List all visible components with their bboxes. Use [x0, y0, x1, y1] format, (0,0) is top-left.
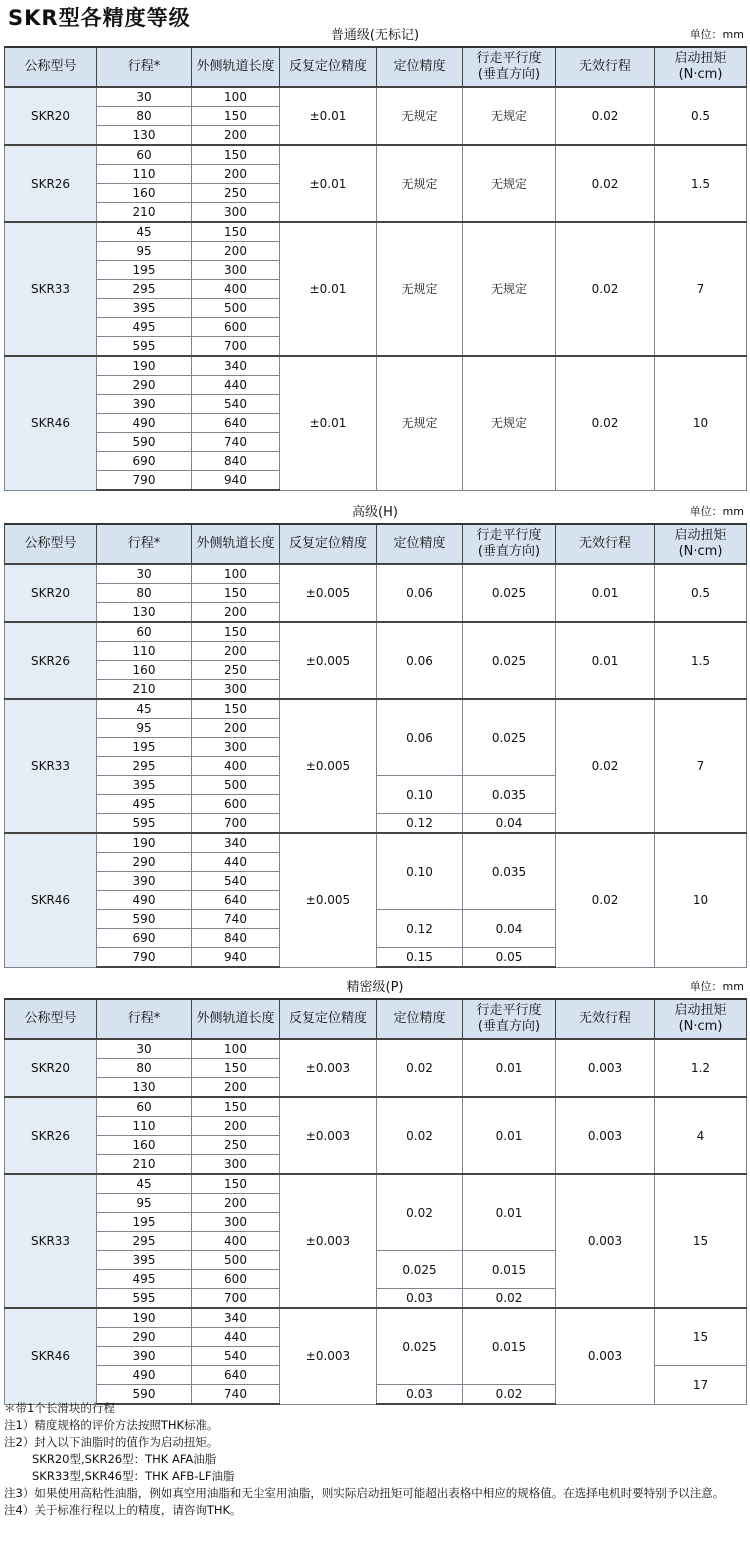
rail-length-cell: 200	[192, 1078, 280, 1098]
stroke-cell: 60	[97, 145, 192, 165]
hdr-stroke: 行程*	[97, 999, 192, 1039]
positioning-accuracy-cell: 无规定	[377, 145, 463, 222]
rail-length-cell: 700	[192, 337, 280, 357]
rail-length-cell: 100	[192, 1039, 280, 1059]
stroke-cell: 190	[97, 833, 192, 853]
parallelism-cell: 0.015	[463, 1251, 556, 1289]
table-row	[5, 1097, 747, 1117]
rail-length-cell: 200	[192, 165, 280, 184]
rail-length-cell: 600	[192, 318, 280, 337]
model-cell: SKR20	[5, 564, 97, 622]
repeat-accuracy-cell: ±0.01	[280, 145, 377, 222]
unit-label: 单位：mm	[689, 28, 744, 41]
stroke-cell: 45	[97, 1174, 192, 1194]
rail-length-cell: 300	[192, 680, 280, 700]
starting-torque-cell: 10	[655, 833, 747, 967]
stroke-cell: 595	[97, 337, 192, 357]
parallelism-cell: 0.035	[463, 776, 556, 814]
stroke-cell: 595	[97, 814, 192, 834]
model-cell: SKR46	[5, 356, 97, 490]
starting-torque-cell: 7	[655, 699, 747, 833]
positioning-accuracy-cell: 无规定	[377, 222, 463, 356]
rail-length-cell: 200	[192, 642, 280, 661]
positioning-accuracy-cell: 0.025	[377, 1251, 463, 1289]
rail-length-cell: 150	[192, 145, 280, 165]
positioning-accuracy-cell: 0.06	[377, 564, 463, 622]
rail-length-cell: 150	[192, 1174, 280, 1194]
lost-motion-cell: 0.01	[556, 622, 655, 699]
rail-length-cell: 400	[192, 1232, 280, 1251]
stroke-cell: 290	[97, 1328, 192, 1347]
notes	[4, 1400, 746, 1519]
positioning-accuracy-cell: 0.12	[377, 910, 463, 948]
rail-length-cell: 340	[192, 1308, 280, 1328]
rail-length-cell: 540	[192, 1347, 280, 1366]
stroke-cell: 110	[97, 1117, 192, 1136]
hdr-model: 公称型号	[5, 524, 97, 564]
positioning-accuracy-cell: 无规定	[377, 356, 463, 490]
table-row	[5, 1039, 747, 1059]
stroke-cell: 290	[97, 376, 192, 395]
hdr-repeat-accuracy: 反复定位精度	[280, 47, 377, 87]
hdr-rail-length: 外侧轨道长度	[192, 47, 280, 87]
section-title: 高级(H)	[352, 505, 398, 520]
parallelism-cell: 无规定	[463, 356, 556, 490]
section-title: 普通级(无标记)	[330, 28, 420, 43]
lost-motion-cell: 0.003	[556, 1308, 655, 1404]
parallelism-cell: 0.01	[463, 1174, 556, 1251]
rail-length-cell: 340	[192, 356, 280, 376]
parallelism-cell: 0.02	[463, 1289, 556, 1309]
hdr-starting-torque: 启动扭矩 (N·cm)	[655, 999, 747, 1039]
hdr-model: 公称型号	[5, 47, 97, 87]
hdr-rail-length: 外侧轨道长度	[192, 999, 280, 1039]
stroke-cell: 590	[97, 910, 192, 929]
lost-motion-cell: 0.003	[556, 1174, 655, 1308]
stroke-cell: 110	[97, 165, 192, 184]
model-cell: SKR26	[5, 145, 97, 222]
starting-torque-cell: 15	[655, 1174, 747, 1308]
hdr-rail-length: 外侧轨道长度	[192, 524, 280, 564]
rail-length-cell: 400	[192, 280, 280, 299]
model-cell: SKR26	[5, 1097, 97, 1174]
stroke-cell: 160	[97, 661, 192, 680]
rail-length-cell: 440	[192, 376, 280, 395]
positioning-accuracy-cell: 0.06	[377, 622, 463, 699]
stroke-cell: 395	[97, 1251, 192, 1270]
hdr-stroke: 行程*	[97, 524, 192, 564]
rail-length-cell: 700	[192, 1289, 280, 1309]
rail-length-cell: 250	[192, 184, 280, 203]
positioning-accuracy-cell: 无规定	[377, 87, 463, 145]
rail-length-cell: 150	[192, 107, 280, 126]
model-cell: SKR33	[5, 222, 97, 356]
rail-length-cell: 200	[192, 719, 280, 738]
hdr-positioning-accuracy: 定位精度	[377, 524, 463, 564]
rail-length-cell: 740	[192, 1385, 280, 1405]
table-row	[5, 1308, 747, 1328]
rail-length-cell: 940	[192, 948, 280, 968]
rail-length-cell: 700	[192, 814, 280, 834]
stroke-cell: 195	[97, 738, 192, 757]
model-cell: SKR20	[5, 87, 97, 145]
stroke-cell: 195	[97, 261, 192, 280]
stroke-cell: 60	[97, 1097, 192, 1117]
repeat-accuracy-cell: ±0.01	[280, 356, 377, 490]
repeat-accuracy-cell: ±0.005	[280, 833, 377, 967]
rail-length-cell: 300	[192, 1155, 280, 1175]
stroke-cell: 395	[97, 299, 192, 318]
stroke-cell: 110	[97, 642, 192, 661]
rail-length-cell: 840	[192, 929, 280, 948]
note-1: 注1）精度规格的评价方法按照THK标准。	[4, 1418, 219, 1432]
rail-length-cell: 150	[192, 222, 280, 242]
stroke-cell: 295	[97, 757, 192, 776]
hdr-parallelism: 行走平行度 (垂直方向)	[463, 524, 556, 564]
parallelism-cell: 无规定	[463, 222, 556, 356]
stroke-cell: 160	[97, 1136, 192, 1155]
repeat-accuracy-cell: ±0.005	[280, 699, 377, 833]
rail-length-cell: 940	[192, 471, 280, 491]
unit-label: 单位：mm	[689, 980, 744, 993]
parallelism-cell: 0.015	[463, 1308, 556, 1385]
stroke-cell: 690	[97, 929, 192, 948]
positioning-accuracy-cell: 0.02	[377, 1174, 463, 1251]
stroke-cell: 790	[97, 948, 192, 968]
rail-length-cell: 440	[192, 1328, 280, 1347]
stroke-cell: 590	[97, 433, 192, 452]
page-title: SKR型各精度等级	[8, 6, 191, 30]
model-cell: SKR20	[5, 1039, 97, 1097]
table-row	[5, 622, 747, 642]
rail-length-cell: 740	[192, 433, 280, 452]
rail-length-cell: 150	[192, 584, 280, 603]
lost-motion-cell: 0.003	[556, 1039, 655, 1097]
hdr-model: 公称型号	[5, 999, 97, 1039]
parallelism-cell: 0.025	[463, 564, 556, 622]
repeat-accuracy-cell: ±0.005	[280, 622, 377, 699]
stroke-cell: 490	[97, 1366, 192, 1385]
rail-length-cell: 200	[192, 242, 280, 261]
rail-length-cell: 250	[192, 661, 280, 680]
rail-length-cell: 840	[192, 452, 280, 471]
lost-motion-cell: 0.003	[556, 1097, 655, 1174]
model-cell: SKR46	[5, 1308, 97, 1404]
model-cell: SKR46	[5, 833, 97, 967]
section-precision-grade	[4, 968, 746, 1405]
starting-torque-cell: 0.5	[655, 87, 747, 145]
rail-length-cell: 250	[192, 1136, 280, 1155]
table-row	[5, 833, 747, 853]
table-row	[5, 564, 747, 584]
parallelism-cell: 0.02	[463, 1385, 556, 1405]
stroke-cell: 690	[97, 452, 192, 471]
rail-length-cell: 500	[192, 1251, 280, 1270]
stroke-cell: 80	[97, 1059, 192, 1078]
table-row	[5, 699, 747, 719]
note-2: 注2）封入以下油脂时的值作为启动扭矩。	[4, 1435, 219, 1449]
lost-motion-cell: 0.02	[556, 833, 655, 967]
lost-motion-cell: 0.02	[556, 145, 655, 222]
stroke-cell: 210	[97, 203, 192, 223]
table-row	[5, 222, 747, 242]
model-cell: SKR26	[5, 622, 97, 699]
starting-torque-cell: 15	[655, 1308, 747, 1366]
table-row	[5, 87, 747, 107]
rail-length-cell: 740	[192, 910, 280, 929]
stroke-cell: 80	[97, 584, 192, 603]
stroke-cell: 130	[97, 1078, 192, 1098]
stroke-cell: 60	[97, 622, 192, 642]
stroke-cell: 160	[97, 184, 192, 203]
table-row	[5, 145, 747, 165]
stroke-cell: 95	[97, 242, 192, 261]
positioning-accuracy-cell: 0.02	[377, 1097, 463, 1174]
stroke-cell: 30	[97, 564, 192, 584]
stroke-cell: 210	[97, 1155, 192, 1175]
positioning-accuracy-cell: 0.025	[377, 1308, 463, 1385]
stroke-cell: 790	[97, 471, 192, 491]
stroke-cell: 195	[97, 1213, 192, 1232]
rail-length-cell: 150	[192, 1059, 280, 1078]
hdr-repeat-accuracy: 反复定位精度	[280, 999, 377, 1039]
rail-length-cell: 150	[192, 699, 280, 719]
stroke-cell: 95	[97, 719, 192, 738]
starting-torque-cell: 10	[655, 356, 747, 490]
starting-torque-cell: 4	[655, 1097, 747, 1174]
stroke-cell: 495	[97, 795, 192, 814]
lost-motion-cell: 0.01	[556, 564, 655, 622]
hdr-starting-torque: 启动扭矩 (N·cm)	[655, 524, 747, 564]
rail-length-cell: 100	[192, 564, 280, 584]
lost-motion-cell: 0.02	[556, 699, 655, 833]
positioning-accuracy-cell: 0.03	[377, 1385, 463, 1405]
positioning-accuracy-cell: 0.02	[377, 1039, 463, 1097]
rail-length-cell: 640	[192, 1366, 280, 1385]
rail-length-cell: 300	[192, 738, 280, 757]
parallelism-cell: 0.035	[463, 833, 556, 910]
stroke-cell: 390	[97, 872, 192, 891]
parallelism-cell: 0.04	[463, 910, 556, 948]
positioning-accuracy-cell: 0.15	[377, 948, 463, 968]
hdr-positioning-accuracy: 定位精度	[377, 999, 463, 1039]
positioning-accuracy-cell: 0.10	[377, 833, 463, 910]
stroke-cell: 80	[97, 107, 192, 126]
rail-length-cell: 300	[192, 261, 280, 280]
rail-length-cell: 540	[192, 872, 280, 891]
lost-motion-cell: 0.02	[556, 87, 655, 145]
rail-length-cell: 100	[192, 87, 280, 107]
hdr-parallelism: 行走平行度 (垂直方向)	[463, 999, 556, 1039]
parallelism-cell: 0.025	[463, 699, 556, 776]
stroke-cell: 95	[97, 1194, 192, 1213]
note-3: 注3）如果使用高粘性油脂，例如真空用油脂和无尘室用油脂，则实际启动扭矩可能超出表格中相应的规格值。在选择电机时要特别予以注意。	[4, 1486, 725, 1500]
repeat-accuracy-cell: ±0.01	[280, 87, 377, 145]
hdr-parallelism: 行走平行度 (垂直方向)	[463, 47, 556, 87]
stroke-cell: 190	[97, 356, 192, 376]
stroke-cell: 290	[97, 853, 192, 872]
starting-torque-cell: 0.5	[655, 564, 747, 622]
repeat-accuracy-cell: ±0.003	[280, 1308, 377, 1404]
model-cell: SKR33	[5, 699, 97, 833]
rail-length-cell: 200	[192, 1194, 280, 1213]
repeat-accuracy-cell: ±0.003	[280, 1039, 377, 1097]
hdr-starting-torque: 启动扭矩 (N·cm)	[655, 47, 747, 87]
repeat-accuracy-cell: ±0.01	[280, 222, 377, 356]
hdr-lost-motion: 无效行程	[556, 999, 655, 1039]
stroke-cell: 130	[97, 126, 192, 146]
section-title: 精密级(P)	[346, 980, 404, 995]
starting-torque-cell: 1.2	[655, 1039, 747, 1097]
starting-torque-cell: 1.5	[655, 622, 747, 699]
repeat-accuracy-cell: ±0.003	[280, 1097, 377, 1174]
rail-length-cell: 640	[192, 414, 280, 433]
stroke-cell: 495	[97, 318, 192, 337]
hdr-positioning-accuracy: 定位精度	[377, 47, 463, 87]
stroke-cell: 30	[97, 87, 192, 107]
rail-length-cell: 600	[192, 795, 280, 814]
positioning-accuracy-cell: 0.12	[377, 814, 463, 834]
starting-torque-cell: 7	[655, 222, 747, 356]
table-row	[5, 356, 747, 376]
rail-length-cell: 200	[192, 1117, 280, 1136]
rail-length-cell: 200	[192, 603, 280, 623]
starting-torque-cell: 1.5	[655, 145, 747, 222]
stroke-cell: 295	[97, 1232, 192, 1251]
parallelism-cell: 0.05	[463, 948, 556, 968]
stroke-cell: 295	[97, 280, 192, 299]
rail-length-cell: 440	[192, 853, 280, 872]
note-2-grease-b: SKR33型,SKR46型：THK AFB-LF油脂	[32, 1469, 235, 1483]
repeat-accuracy-cell: ±0.003	[280, 1174, 377, 1308]
positioning-accuracy-cell: 0.06	[377, 699, 463, 776]
stroke-cell: 190	[97, 1308, 192, 1328]
stroke-cell: 30	[97, 1039, 192, 1059]
spec-table	[4, 998, 747, 1405]
parallelism-cell: 0.01	[463, 1039, 556, 1097]
stroke-cell: 495	[97, 1270, 192, 1289]
parallelism-cell: 0.025	[463, 622, 556, 699]
stroke-cell: 130	[97, 603, 192, 623]
rail-length-cell: 150	[192, 1097, 280, 1117]
spec-table	[4, 523, 747, 968]
starting-torque-cell: 17	[655, 1366, 747, 1405]
parallelism-cell: 无规定	[463, 145, 556, 222]
lost-motion-cell: 0.02	[556, 222, 655, 356]
positioning-accuracy-cell: 0.10	[377, 776, 463, 814]
hdr-stroke: 行程*	[97, 47, 192, 87]
stroke-cell: 390	[97, 395, 192, 414]
rail-length-cell: 300	[192, 203, 280, 223]
parallelism-cell: 0.01	[463, 1097, 556, 1174]
repeat-accuracy-cell: ±0.005	[280, 564, 377, 622]
unit-label: 单位：mm	[689, 505, 744, 518]
parallelism-cell: 0.04	[463, 814, 556, 834]
stroke-cell: 210	[97, 680, 192, 700]
table-row	[5, 1174, 747, 1194]
hdr-lost-motion: 无效行程	[556, 47, 655, 87]
note-4: 注4）关于标准行程以上的精度，请咨询THK。	[4, 1503, 242, 1517]
rail-length-cell: 340	[192, 833, 280, 853]
rail-length-cell: 500	[192, 776, 280, 795]
rail-length-cell: 300	[192, 1213, 280, 1232]
rail-length-cell: 400	[192, 757, 280, 776]
parallelism-cell: 无规定	[463, 87, 556, 145]
spec-table	[4, 46, 747, 491]
rail-length-cell: 540	[192, 395, 280, 414]
hdr-repeat-accuracy: 反复定位精度	[280, 524, 377, 564]
rail-length-cell: 640	[192, 891, 280, 910]
hdr-lost-motion: 无效行程	[556, 524, 655, 564]
note-2-grease-a: SKR20型,SKR26型：THK AFA油脂	[32, 1452, 217, 1466]
rail-length-cell: 150	[192, 622, 280, 642]
lost-motion-cell: 0.02	[556, 356, 655, 490]
positioning-accuracy-cell: 0.03	[377, 1289, 463, 1309]
section-normal-grade	[4, 16, 746, 491]
rail-length-cell: 500	[192, 299, 280, 318]
stroke-cell: 595	[97, 1289, 192, 1309]
section-high-grade	[4, 493, 746, 968]
stroke-cell: 395	[97, 776, 192, 795]
rail-length-cell: 200	[192, 126, 280, 146]
model-cell: SKR33	[5, 1174, 97, 1308]
stroke-cell: 590	[97, 1385, 192, 1405]
rail-length-cell: 600	[192, 1270, 280, 1289]
stroke-cell: 390	[97, 1347, 192, 1366]
note-stroke: ＊带1个长滑块的行程	[4, 1401, 115, 1415]
stroke-cell: 490	[97, 414, 192, 433]
stroke-cell: 45	[97, 222, 192, 242]
stroke-cell: 45	[97, 699, 192, 719]
stroke-cell: 490	[97, 891, 192, 910]
